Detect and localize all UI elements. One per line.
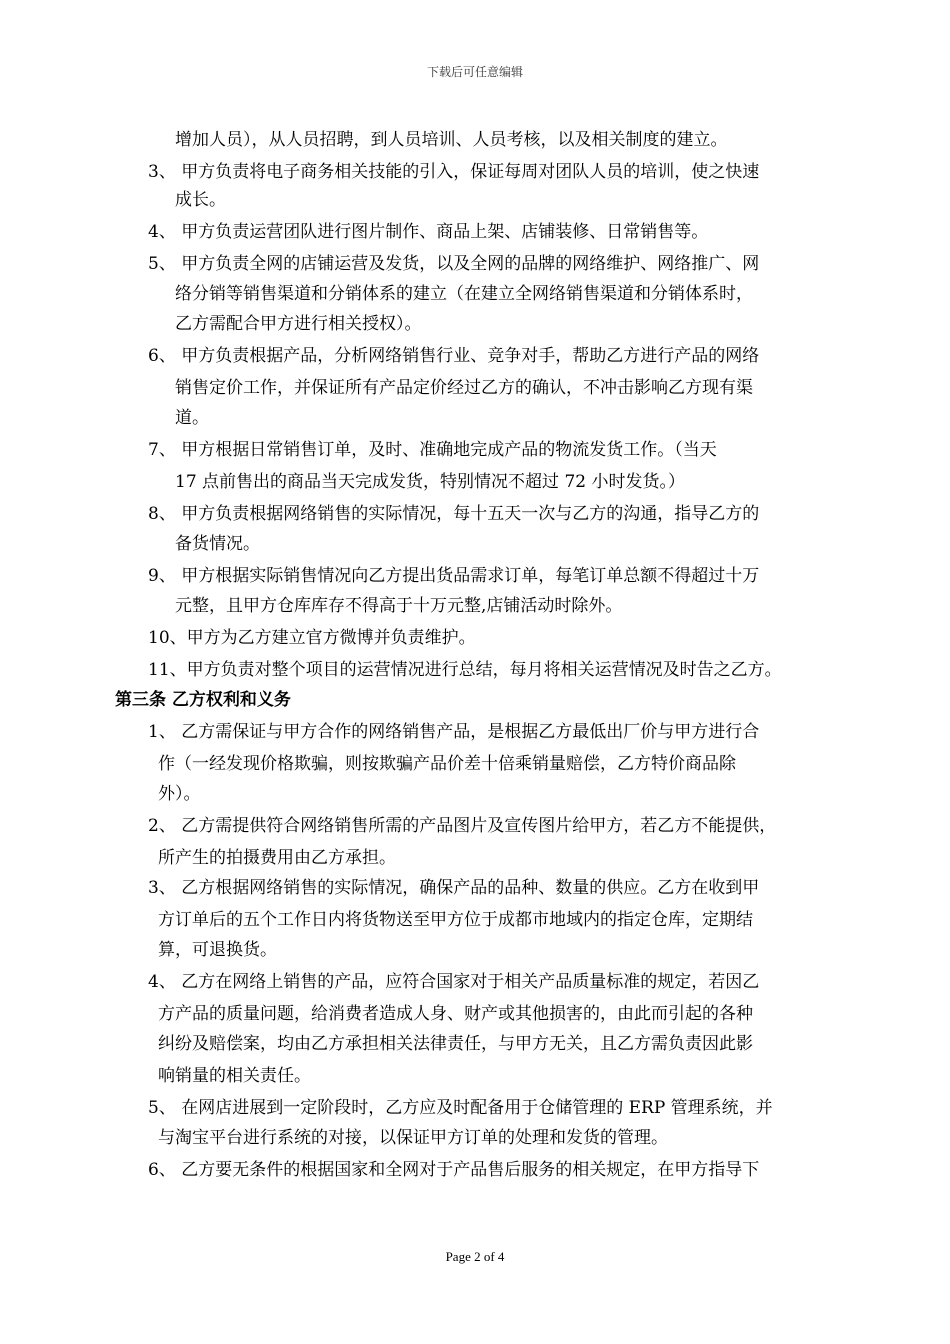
list-item: 5、 甲方负责全网的店铺运营及发货，以及全网的品牌的网络维护、网络推广、网 bbox=[148, 254, 760, 274]
text-line: 纠纷及赔偿案，均由乙方承担相关法律责任，与甲方无关，且乙方需负责因此影 bbox=[158, 1034, 753, 1054]
text-line: 方产品的质量问题，给消费者造成人身、财产或其他损害的，由此而引起的各种 bbox=[158, 1004, 753, 1024]
list-item: 6、 乙方要无条件的根据国家和全网对于产品售后服务的相关规定，在甲方指导下 bbox=[148, 1160, 760, 1180]
text-line: 所产生的拍摄费用由乙方承担。 bbox=[158, 848, 396, 868]
section-heading: 第三条 乙方权利和义务 bbox=[115, 690, 291, 710]
text-line: 增加人员），从人员招聘，到人员培训、人员考核，以及相关制度的建立。 bbox=[175, 130, 728, 150]
text-line: 备货情况。 bbox=[175, 534, 260, 554]
text-line: 乙方需配合甲方进行相关授权）。 bbox=[175, 314, 422, 334]
list-item: 8、 甲方负责根据网络销售的实际情况，每十五天一次与乙方的沟通，指导乙方的 bbox=[148, 504, 760, 524]
text-line: 成长。 bbox=[175, 190, 226, 210]
list-item: 9、 甲方根据实际销售情况向乙方提出货品需求订单，每笔订单总额不得超过十万 bbox=[148, 566, 760, 586]
page-number: Page 2 of 4 bbox=[445, 1249, 505, 1264]
list-item: 1、 乙方需保证与甲方合作的网络销售产品，是根据乙方最低出厂价与甲方进行合 bbox=[148, 722, 760, 742]
text-line: 算，可退换货。 bbox=[158, 940, 277, 960]
list-item: 2、 乙方需提供符合网络销售所需的产品图片及宣传图片给甲方，若乙方不能提供， bbox=[148, 816, 777, 836]
text-line: 道。 bbox=[175, 408, 209, 428]
list-item: 3、 甲方负责将电子商务相关技能的引入，保证每周对团队人员的培训，使之快速 bbox=[148, 162, 760, 182]
text-line: 与淘宝平台进行系统的对接，以保证甲方订单的处理和发货的管理。 bbox=[158, 1128, 668, 1148]
text-line: 方订单后的五个工作日内将货物送至甲方位于成都市地域内的指定仓库，定期结 bbox=[158, 910, 753, 930]
text-line: 17 点前售出的商品当天完成发货，特别情况不超过 72 小时发货。） bbox=[175, 472, 685, 492]
list-item: 3、 乙方根据网络销售的实际情况，确保产品的品种、数量的供应。乙方在收到甲 bbox=[148, 878, 760, 898]
list-item: 6、 甲方负责根据产品，分析网络销售行业、竞争对手，帮助乙方进行产品的网络 bbox=[148, 346, 760, 366]
text-line: 元整，且甲方仓库库存不得高于十万元整,店铺活动时除外。 bbox=[175, 596, 623, 616]
list-item: 4、 甲方负责运营团队进行图片制作、商品上架、店铺装修、日常销售等。 bbox=[148, 222, 709, 242]
text-line: 作（一经发现价格欺骗，则按欺骗产品价差十倍乘销量赔偿，乙方特价商品除 bbox=[158, 754, 736, 774]
list-item: 10、甲方为乙方建立官方微博并负责维护。 bbox=[148, 628, 476, 648]
page-header: 下载后可任意编辑 bbox=[426, 65, 523, 79]
list-item: 11、甲方负责对整个项目的运营情况进行总结，每月将相关运营情况及时告之乙方。 bbox=[148, 660, 782, 680]
text-line: 络分销等销售渠道和分销体系的建立（在建立全网络销售渠道和分销体系时， bbox=[175, 284, 753, 304]
text-line: 外）。 bbox=[158, 784, 201, 804]
list-item: 4、 乙方在网络上销售的产品，应符合国家对于相关产品质量标准的规定，若因乙 bbox=[148, 972, 760, 992]
list-item: 5、 在网店进展到一定阶段时，乙方应及时配备用于仓储管理的 ERP 管理系统，并 bbox=[148, 1098, 773, 1118]
list-item: 7、 甲方根据日常销售订单，及时、准确地完成产品的物流发货工作。（当天 bbox=[148, 440, 717, 460]
text-line: 销售定价工作，并保证所有产品定价经过乙方的确认，不冲击影响乙方现有渠 bbox=[175, 378, 753, 398]
text-line: 响销量的相关责任。 bbox=[158, 1066, 311, 1086]
